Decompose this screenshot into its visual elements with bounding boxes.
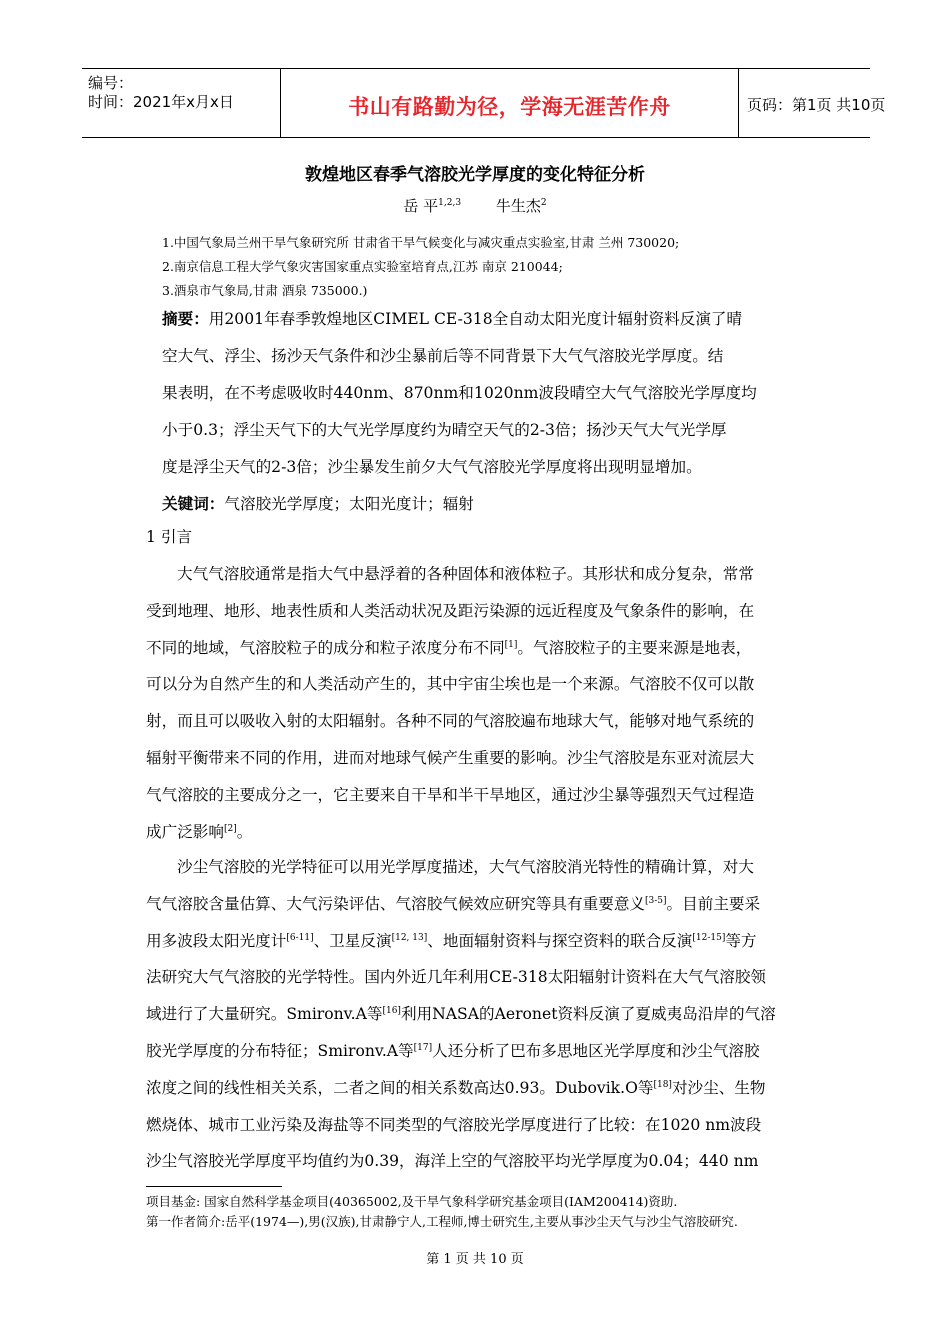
affiliation-2: 2.南京信息工程大学气象灾害国家重点实验室培育点,江苏 南京 210044;	[162, 259, 563, 274]
citation-ref: [3-5]	[645, 895, 667, 906]
body-line: 可以分为自然产生的和人类活动产生的，其中宇宙尘埃也是一个来源。气溶胶不仅可以散	[146, 675, 755, 694]
body-line: 沙尘气溶胶光学厚度平均值约为0.39，海洋上空的气溶胶平均光学厚度为0.04；440 nm	[146, 1152, 759, 1171]
citation-ref: [6-11]	[286, 932, 314, 943]
body-line: 燃烧体、城市工业污染及海盐等不同类型的气溶胶光学厚度进行了比较：在1020 nm波段	[146, 1115, 762, 1134]
body-line: 受到地理、地形、地表性质和人类活动状况及距污染源的远近程度及气象条件的影响，在	[146, 601, 755, 620]
citation-ref: [12-15]	[692, 932, 726, 943]
body-line: 成广泛影响[2]。	[146, 822, 253, 841]
citation-ref: [17]	[413, 1043, 433, 1053]
paper-title: 敦煌地区春季气溶胶光学厚度的变化特征分析	[305, 165, 645, 185]
page-footer: 第 1 页 共 10 页	[426, 1252, 524, 1267]
abstract-line: 空大气、浮尘、扬沙天气条件和沙尘暴前后等不同背景下大气气溶胶光学厚度。结	[162, 347, 724, 365]
body-line: 胶光学厚度的分布特征；Smironv.A等[17]人还分析了巴布多思地区光学厚度和沙尘气溶胶	[146, 1042, 760, 1060]
body-line: 辐射平衡带来不同的作用，进而对地球气候产生重要的影响。沙尘气溶胶是东亚对流层大	[146, 749, 755, 767]
body-line: 气气溶胶含量估算、大气污染评估、气溶胶气候效应研究等具有重要意义[3-5]。目前主要采	[146, 894, 761, 913]
author-name: 岳 平	[403, 197, 439, 215]
citation-ref: [12, 13]	[391, 932, 428, 943]
body-line: 域进行了大量研究。Smironv.A等[16]利用NASA的Aeronet资料反演了夏威夷岛沿岸的气溶	[146, 1005, 776, 1024]
body-line: 沙尘气溶胶的光学特征可以用光学厚度描述，大气气溶胶消光特性的精确计算，对大	[177, 858, 754, 876]
motto-text: 书山有路勤为径，学海无涯苦作舟	[348, 95, 671, 119]
abstract-line: 摘要：用2001年春季敦煌地区CIMEL CE-318全自动太阳光度计辐射资料反演了晴	[162, 310, 743, 328]
body-line: 浓度之间的线性相关关系，二者之间的相关系数高达0.93。Dubovik.O等[18]对沙尘、生物	[146, 1078, 766, 1097]
keywords-label: 关键词：	[162, 495, 225, 513]
section-heading: 1 引言	[146, 528, 193, 546]
header-meta-cell	[82, 69, 281, 137]
citation-ref: [16]	[382, 1006, 401, 1017]
citation-ref: [18]	[653, 1079, 672, 1090]
citation-ref: [1]	[504, 639, 518, 650]
keywords	[162, 492, 474, 514]
keywords-text: 气溶胶光学厚度；太阳光度计；辐射	[224, 495, 474, 513]
header-page-cell	[739, 69, 886, 137]
author-affil-sup: 2	[540, 198, 547, 208]
body-line: 大气气溶胶通常是指大气中悬浮着的各种固体和液体粒子。其形状和成分复杂，常常	[177, 565, 754, 583]
abstract-line: 度是浮尘天气的2-3倍；沙尘暴发生前夕大气气溶胶光学厚度将出现明显增加。	[162, 458, 702, 476]
footnote-rule	[146, 1186, 282, 1187]
body-line: 射，而且可以吸收入射的太阳辐射。各种不同的气溶胶遍布地球大气，能够对地气系统的	[146, 712, 755, 731]
time-label: 时间：2021年x月x日	[88, 93, 234, 111]
abstract-label: 摘要：	[162, 310, 209, 328]
body-line: 气气溶胶的主要成分之一，它主要来自干旱和半干旱地区，通过沙尘暴等强烈天气过程造	[146, 785, 755, 804]
affiliation-1: 1.中国气象局兰州干旱气象研究所 甘肃省干旱气候变化与减灾重点实验室,甘肃 兰州 730020;	[162, 235, 680, 250]
page-info: 页码：第1页 共10页	[747, 96, 886, 114]
footnote-author: 第一作者简介:岳平(1974—),男(汉族),甘肃静宁人,工程师,博士研究生,主要从事沙尘天气与沙尘气溶胶研究.	[146, 1214, 738, 1229]
author-affil-sup: 1,2,3	[438, 198, 462, 208]
citation-ref: [2]	[223, 823, 237, 834]
authors	[0, 195, 950, 216]
abstract-line: 小于0.3；浮尘天气下的大气光学厚度约为晴空天气的2-3倍；扬沙天气大气光学厚	[162, 421, 727, 439]
author-name: 牛生杰	[495, 197, 541, 215]
affiliation-3: 3.酒泉市气象局,甘肃 酒泉 735000.)	[162, 283, 368, 298]
body-line: 法研究大气气溶胶的光学特性。国内外近几年利用CE-318太阳辐射计资料在大气气溶胶领	[146, 968, 767, 987]
body-line: 不同的地域，气溶胶粒子的成分和粒子浓度分布不同[1]。气溶胶粒子的主要来源是地表，	[146, 638, 752, 657]
header-motto-cell	[281, 69, 739, 137]
footnote-funding: 项目基金: 国家自然科学基金项目(40365002,及干旱气象科学研究基金项目(IAM200414)资助.	[146, 1194, 678, 1209]
abstract-line: 果表明，在不考虑吸收时440nm、870nm和1020nm波段晴空大气气溶胶光学厚度均	[162, 384, 757, 402]
header-table	[82, 68, 886, 138]
body-line: 用多波段太阳光度计[6-11]、卫星反演[12, 13]、地面辐射资料与探空资料的联合反演[12-15]等方	[146, 931, 757, 950]
number-label: 编号：	[88, 74, 134, 92]
